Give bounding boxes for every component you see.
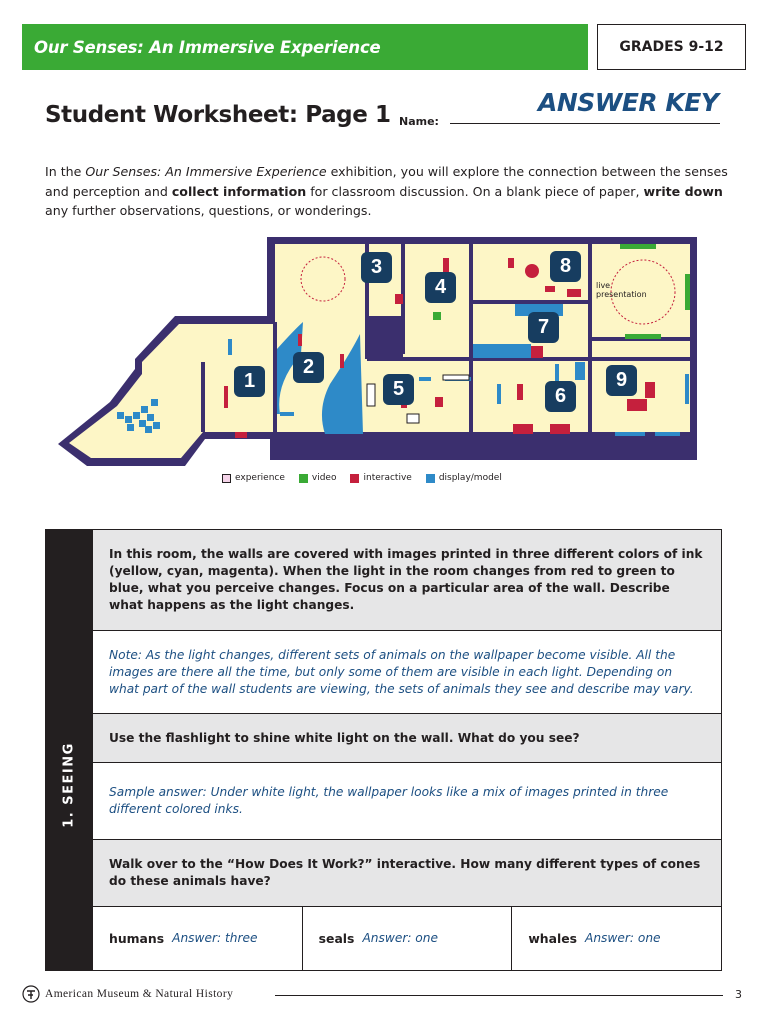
legend-display-model: display/model <box>426 473 502 483</box>
answer-2-text: Sample answer: Under white light, the wallpaper looks like a mix of images printed in three different colored inks. <box>109 785 669 816</box>
answer-2[interactable] <box>93 763 721 840</box>
question-3 <box>93 840 721 907</box>
footer-rule <box>275 995 723 996</box>
cone-label-whales: whales <box>528 931 577 946</box>
map-dark-block <box>367 316 403 359</box>
section-side-bar <box>46 530 93 970</box>
answer-1-text: Note: As the light changes, different sets of animals on the wallpaper become visible. All the images are there all the time, but only some of them are visible in each light. Depending on what part of the wall students are viewing, the sets of animals they see and describe may vary. <box>109 647 694 696</box>
room-7-badge: 7 <box>528 312 559 343</box>
intro-paragraph: In the Our Senses: An Immersive Experience exhibition, you will explore the connection between the senses and perception and collect information for classroom discussion. On a blank piece of paper, write down any further observations, questions, or wonderings. <box>45 164 728 218</box>
legend-experience: experience <box>222 473 285 483</box>
legend-interactive: interactive <box>350 473 411 483</box>
museum-logo-icon <box>22 985 40 1003</box>
question-2-text: Use the flashlight to shine white light on the wall. What do you see? <box>109 730 580 745</box>
banner-title: Our Senses: An Immersive Experience <box>34 37 381 57</box>
name-field-line[interactable] <box>450 123 720 124</box>
room-6-badge: 6 <box>545 381 576 412</box>
cone-label-humans: humans <box>109 931 165 946</box>
cone-answer-humans: Answer: three <box>172 931 258 945</box>
worksheet-title: Student Worksheet: Page 1 <box>45 102 391 128</box>
room-5-badge: 5 <box>383 374 414 405</box>
cone-label-seals: seals <box>318 931 355 946</box>
map-corridor-wall <box>275 432 697 460</box>
name-label: Name: <box>399 115 439 128</box>
section-label: 1. SEEING <box>61 742 77 828</box>
cone-cell-seals[interactable] <box>303 907 513 970</box>
answer-key-heading: ANSWER KEY <box>538 88 719 117</box>
cone-answer-whales: Answer: one <box>585 931 661 945</box>
legend-swatch-video <box>299 474 308 483</box>
legend-video: video <box>299 473 337 483</box>
map-legend <box>222 473 502 483</box>
seeing-question-table <box>45 529 722 971</box>
room-1-badge: 1 <box>234 366 265 397</box>
cone-cell-humans[interactable] <box>93 907 303 970</box>
cone-answers-row <box>93 907 721 970</box>
room-4-badge: 4 <box>425 272 456 303</box>
room-2-badge: 2 <box>293 352 324 383</box>
cone-answer-seals: Answer: one <box>362 931 438 945</box>
cone-cell-whales[interactable] <box>512 907 721 970</box>
question-1 <box>93 530 721 631</box>
answer-1[interactable] <box>93 631 721 714</box>
question-2 <box>93 714 721 763</box>
question-1-text: In this room, the walls are covered with images printed in three different colors of ink (yellow, cyan, magenta). When the light in the room changes from red to green to blue, what you perceive changes. Focus on a particular area of the wall. Describe what happens as the light changes. <box>109 547 703 612</box>
legend-swatch-interactive <box>350 474 359 483</box>
legend-swatch-experience <box>222 474 231 483</box>
grades-box: GRADES 9-12 <box>597 24 746 70</box>
room-8-badge: 8 <box>550 251 581 282</box>
exhibition-banner <box>22 24 588 70</box>
room-9-badge: 9 <box>606 365 637 396</box>
question-3-text: Walk over to the “How Does It Work?” interactive. How many different types of cones do these animals have? <box>109 857 701 888</box>
legend-swatch-display <box>426 474 435 483</box>
page-number: 3 <box>735 988 742 1001</box>
room-3-badge: 3 <box>361 252 392 283</box>
live-presentation-label: live presentation <box>596 281 647 299</box>
museum-name: American Museum & Natural History <box>45 988 234 1000</box>
exhibition-floor-map <box>55 234 700 489</box>
